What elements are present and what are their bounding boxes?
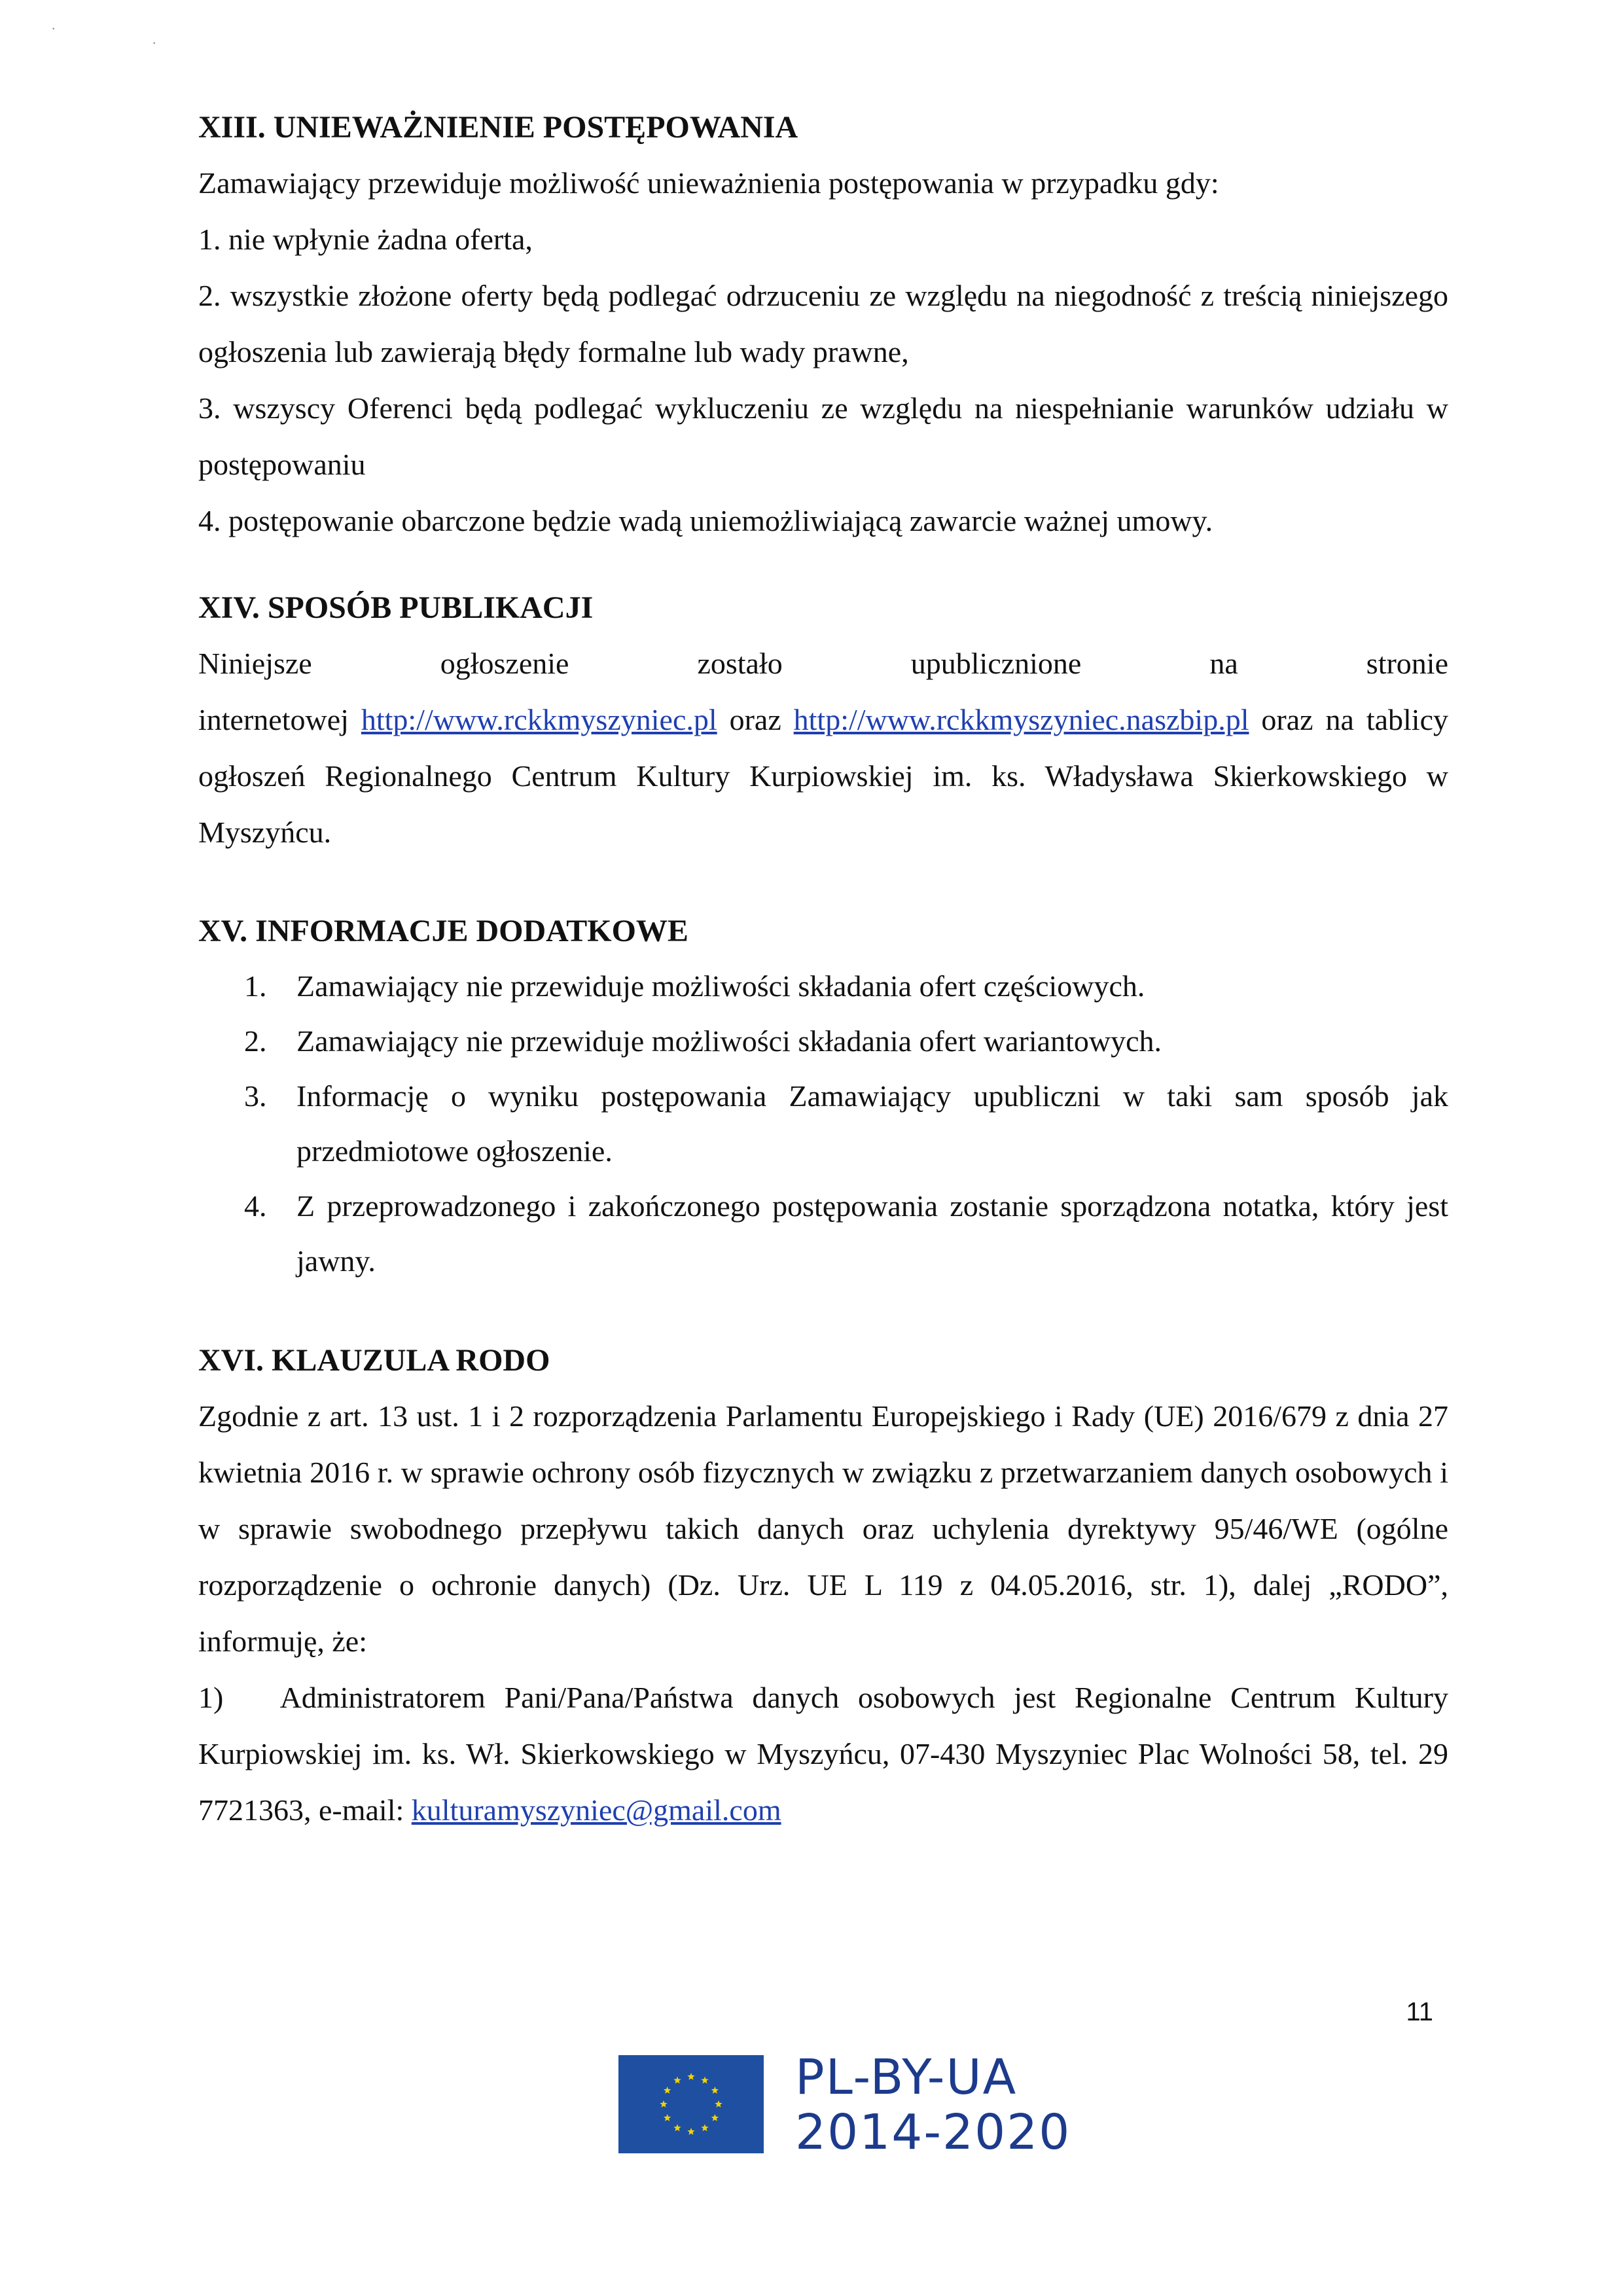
list-item: 1. nie wpłynie żadna oferta, <box>198 223 533 256</box>
page-number: 11 <box>1406 1998 1433 2026</box>
scan-speck: · <box>51 20 56 36</box>
programme-logo-text <box>795 2050 1071 2160</box>
email-link[interactable]: kulturamyszyniec@gmail.com <box>411 1793 781 1827</box>
section-publication <box>198 588 1448 861</box>
list-item <box>198 1014 1448 1069</box>
list-number: 2. <box>244 1024 267 1058</box>
gdpr-item <box>198 1670 1448 1839</box>
publication-text: oraz <box>717 703 794 736</box>
document-body <box>198 108 1448 1839</box>
list-text: Zamawiający nie przewiduje możliwości składania ofert wariantowych. <box>296 1024 1162 1058</box>
section-heading: XIV. SPOSÓB PUBLIKACJI <box>198 590 594 625</box>
bip-link[interactable]: http://www.rckkmyszyniec.naszbip.pl <box>793 703 1249 736</box>
scan-speck: · <box>152 34 157 50</box>
website-link[interactable]: http://www.rckkmyszyniec.pl <box>361 703 717 736</box>
publication-text: oraz na tablicy ogłoszeń Regionalnego Centrum Kultury Kurpiowskiej im. ks. Władysława Skierkowskiego w Myszyńcu. <box>198 703 1448 849</box>
publication-paragraph <box>198 692 1448 861</box>
gdpr-item-text: 1) Administratorem Pani/Pana/Państwa danych osobowych jest Regionalne Centrum Kultury Kurpiowskiej im. ks. Wł. Skierkowskiego w Myszyńcu, 07-430 Myszyniec Plac Wolności 58, tel. 29 7721363, e-mail: <box>198 1681 1448 1827</box>
numbered-list <box>198 959 1448 1289</box>
list-text: Zamawiający nie przewiduje możliwości składania ofert częściowych. <box>296 969 1145 1003</box>
list-item: 3. wszyscy Oferenci będą podlegać wykluczeniu ze względu na niespełnianie warunków udziału w postępowaniu <box>198 391 1448 481</box>
gdpr-paragraph: Zgodnie z art. 13 ust. 1 i 2 rozporządzenia Parlamentu Europejskiego i Rady (UE) 2016/679 z dnia 27 kwietnia 2016 r. w sprawie ochrony osób fizycznych w związku z przetwarzaniem danych osobowych i w sprawie swobodnego przepływu takich danych oraz uchylenia dyrektywy 95/46/WE (ogólne rozporządzenie o ochronie danych) (Dz. Urz. UE L 119 z 04.05.2016, str. 1), dalej „RODO”, informuję, że: <box>198 1399 1448 1658</box>
list-item <box>198 1069 1448 1179</box>
list-item: 4. postępowanie obarczone będzie wadą uniemożliwiającą zawarcie ważnej umowy. <box>198 504 1213 537</box>
section-additional-info <box>198 912 1448 1289</box>
section-intro: Zamawiający przewiduje możliwość unieważnienia postępowania w przypadku gdy: <box>198 166 1219 200</box>
section-heading: XVI. KLAUZULA RODO <box>198 1343 550 1378</box>
section-heading: XIII. UNIEWAŻNIENIE POSTĘPOWANIA <box>198 110 798 145</box>
publication-text: internetowej <box>198 703 361 736</box>
programme-name: PL-BY-UA <box>795 2049 1018 2106</box>
list-number: 4. <box>244 1189 267 1223</box>
list-number: 1. <box>244 969 267 1003</box>
list-item: 2. wszystkie złożone oferty będą podlegać odrzuceniu ze względu na niegodność z treścią niniejszego ogłoszenia lub zawierają błędy formalne lub wady prawne, <box>198 279 1448 368</box>
section-heading: XV. INFORMACJE DODATKOWE <box>198 914 688 948</box>
eu-flag-icon <box>618 2055 764 2153</box>
list-text: Z przeprowadzonego i zakończonego postępowania zostanie sporządzona notatka, który jest jawny. <box>296 1189 1448 1278</box>
list-number: 3. <box>244 1079 267 1113</box>
section-gdpr-clause <box>198 1341 1448 1839</box>
publication-line: Niniejsze ogłoszenie zostało upublicznione na stronie <box>198 647 1448 680</box>
list-item <box>198 959 1448 1014</box>
list-item <box>198 1179 1448 1289</box>
programme-period: 2014-2020 <box>795 2104 1071 2161</box>
section-invalidation <box>198 108 1448 549</box>
list-text: Informację o wyniku postępowania Zamawiający upubliczni w taki sam sposób jak przedmiotowe ogłoszenie. <box>296 1079 1448 1168</box>
